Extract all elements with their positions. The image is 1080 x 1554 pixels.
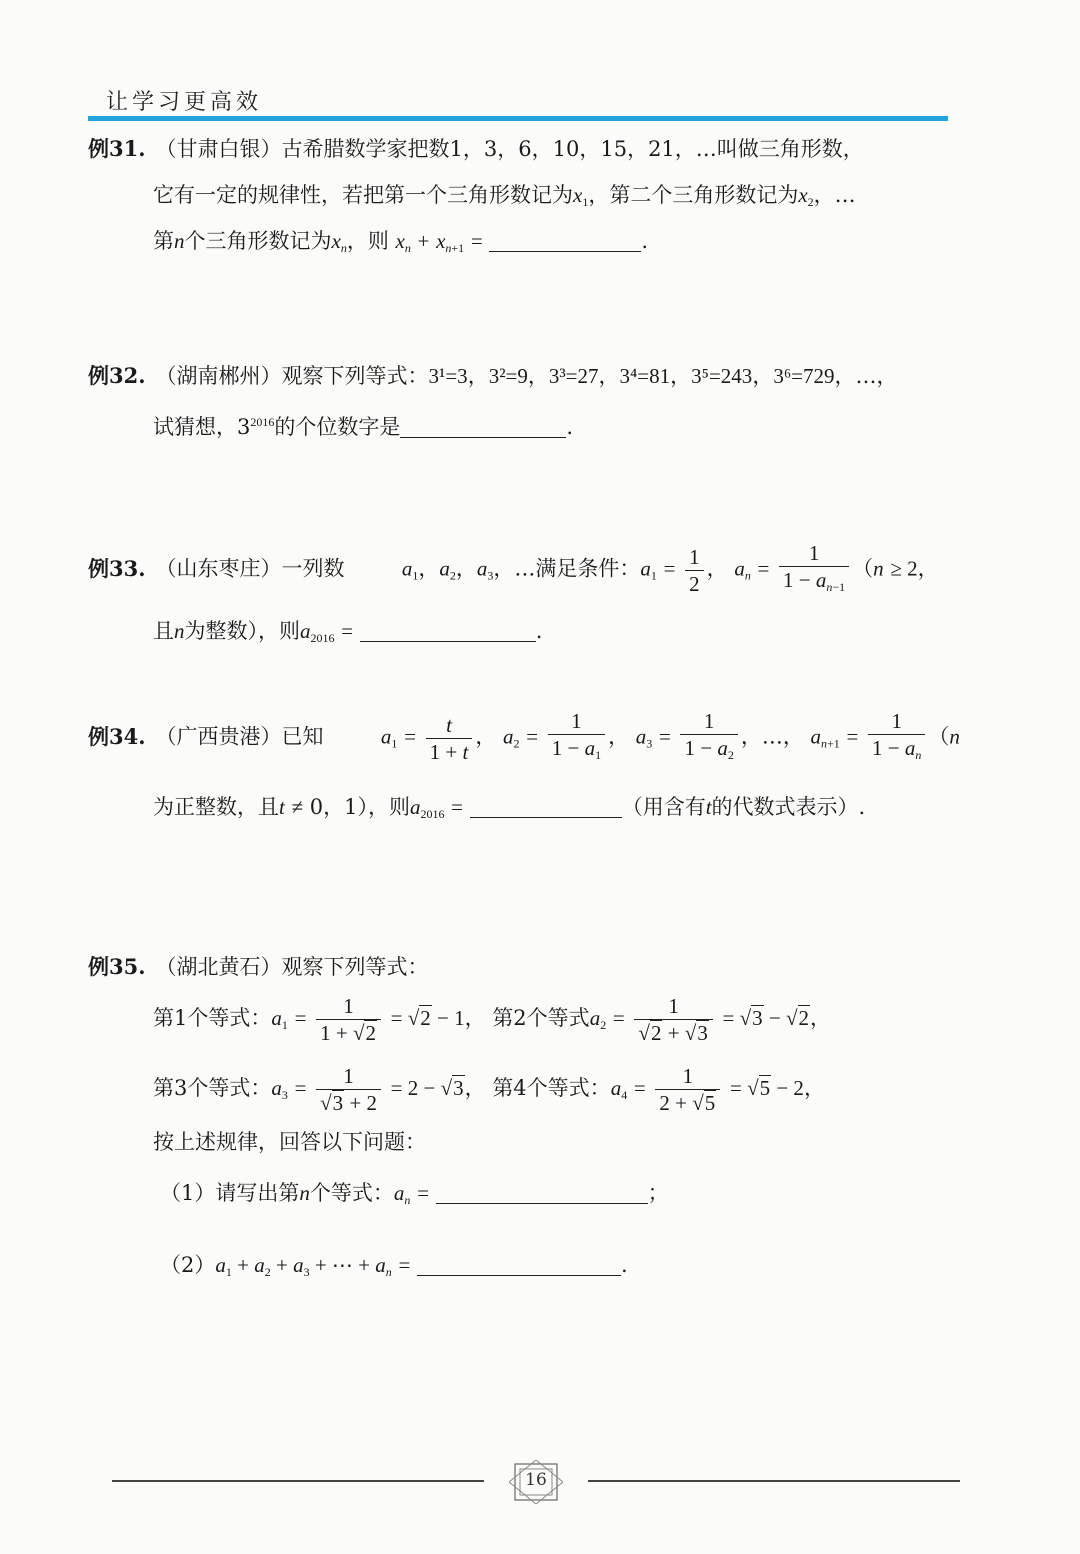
page-number: 16 bbox=[525, 1470, 547, 1490]
ex34-answer-blank[interactable] bbox=[470, 797, 622, 818]
ex33-line1: 例33. （山东枣庄）一列数 $a_1$，$a_2$，$a_3$，…满足条件：$a_1$ = $\frac{1}{2}$ ， $a_n$ = $\frac{1}{1 - a_{n-1}}$ （n ≥ 2， bbox=[88, 540, 939, 604]
ex35-q1: （1）请写出第n个等式：$a_n$ = ； bbox=[160, 1181, 669, 1207]
ex31-line2: 它有一定的规律性，若把第一个三角形数记为$x_1$，第二个三角形数记为$x_2$，… bbox=[153, 183, 856, 209]
ex34-label: 例34. bbox=[88, 723, 146, 749]
ex35-q2: $(2)a_1 + a_2 + a_3$ + ⋯ + $a_n$ = . bbox=[160, 1253, 628, 1279]
header-bar bbox=[88, 116, 948, 121]
ex33-answer-blank[interactable] bbox=[360, 621, 536, 642]
ex31-label: 例31. bbox=[88, 136, 146, 161]
ex34-line1: 例34. （广西贵港）已知 $a_1$ = $\frac{t}{1 + t}$ ， $a_2$ = $\frac{1}{1 - a_1}$ ， $a_3$ = $\frac{1}{1 - a_2}$ ，…， $a_{n+1}$ = $\frac{1}{1 - a_n}$ （n bbox=[88, 708, 960, 772]
ex31-answer-blank[interactable] bbox=[489, 231, 641, 252]
ex34-line2: 为正整数，且t ≠ 0，1），则$a_{2016}$ = （用含有t的代数式表示）. bbox=[153, 795, 866, 821]
ex33-label: 例33. bbox=[88, 555, 146, 581]
ex35-line1: 例35. （湖北黄石）观察下列等式： bbox=[88, 954, 429, 979]
ex32-line1: 例32. （湖南郴州）观察下列等式：3¹=3，3²=9，3³=27，3⁴=81，3⁵=243，3⁶=729，…， bbox=[88, 363, 898, 388]
footer-line-left bbox=[112, 1480, 484, 1482]
footer-line-right bbox=[588, 1480, 960, 1482]
ex31-line1: 例31. （甘肃白银）古希腊数学家把数1，3，6，10，15，21，…叫做三角形数， bbox=[88, 136, 864, 161]
ex35-q2-answer-blank[interactable] bbox=[417, 1255, 621, 1276]
ex32-line2: 试猜想，$3^{2016}$的个位数字是 . bbox=[153, 415, 574, 439]
ex35-eq-row1: 第1个等式：$a_1$ = $\frac{1}{1 + √2}$ = √2 − 1， 第2个等式$a_2$ = $\frac{1}{√2 + √3}$ = √3 − √2， bbox=[153, 994, 831, 1045]
ex35-q1-answer-blank[interactable] bbox=[436, 1183, 648, 1204]
ex35-rule: 按上述规律，回答以下问题： bbox=[153, 1130, 426, 1154]
ex35-label: 例35. bbox=[88, 954, 146, 979]
header-title: 让学习更高效 bbox=[106, 90, 263, 115]
ex33-line2: 且n为整数），则$a_{2016}$ = . bbox=[153, 619, 543, 645]
ex35-eq-row2: 第3个等式：$a_3$ = $\frac{1}{√3 + 2}$ = 2 − √3， 第4个等式：$a_4$ = $\frac{1}{2 + √5}$ = √5 − 2， bbox=[153, 1064, 825, 1115]
ex32-label: 例32. bbox=[88, 363, 146, 388]
ex31-line3: 第n个三角形数记为$x_n$，则 $x_n + x_{n+1}$ = . bbox=[153, 229, 649, 255]
ex32-answer-blank[interactable] bbox=[400, 417, 566, 438]
